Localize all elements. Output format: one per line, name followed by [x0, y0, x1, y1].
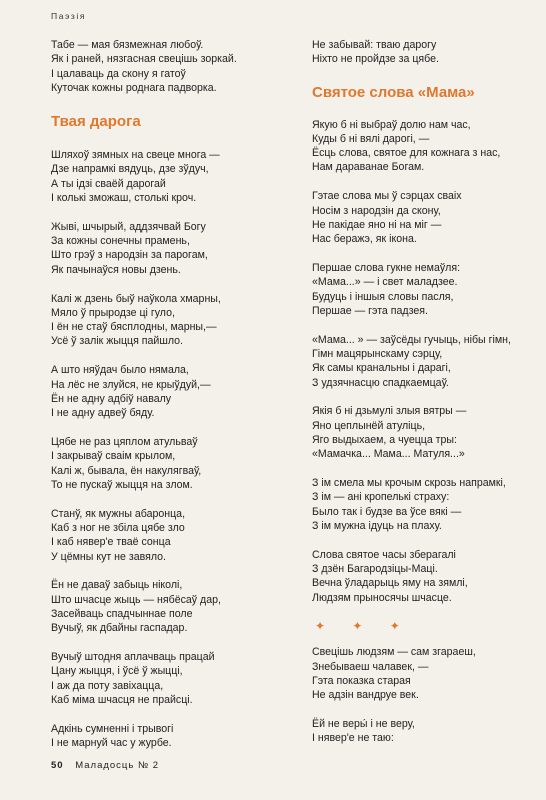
verse-line: І колькі зможаш, столькі кроч. — [51, 192, 197, 205]
stanza — [312, 548, 532, 605]
verse-line: З ім мужна ідуць на плаху. — [312, 519, 442, 532]
verse-line: За кожны сонечны прамень, — [51, 235, 190, 248]
verse-line: Каб міма шчасця не прайсці. — [51, 693, 193, 706]
verse-line: Не забывай: тваю дарогу — [312, 39, 437, 51]
verse-line: І аж да поту завіхацца, — [51, 679, 164, 692]
verse-line: Якую б ні выбраў долю нам час, — [312, 118, 471, 131]
verse-line: Шляхоў зямных на свеце многа — — [51, 149, 220, 162]
verse-line: «Мамачка... Мама... Матуля...» — [312, 448, 465, 461]
verse-line: Як пачынаўся новы дзень. — [51, 263, 181, 276]
verse-line: І каб нявер'е тваё сонца — [51, 536, 171, 549]
verse-line: Адкінь сумненні і трывогі — [51, 722, 174, 735]
verse-line: Было так і будзе ва ўсе вякі — — [312, 505, 462, 518]
stanza — [312, 118, 532, 175]
poem-title-tvaya-daroga: Твая дарога — [51, 113, 141, 131]
verse-line: Нас беражэ, як ікона. — [312, 233, 417, 246]
verse-line: Знебываеш чалавек, — — [312, 660, 429, 673]
verse-line: Ён не адну адбіў навалу — [51, 392, 172, 405]
verse-line: Гэтае слова мы ў сэрцах сваіх — [312, 190, 462, 203]
verse-line: Будуць і іншыя словы пасля, — [312, 290, 454, 303]
right-after-stars — [312, 645, 532, 745]
verse-line: Табе — мая бязмежная любоў. — [51, 39, 204, 51]
verse-line: Куды б ні вялі дарогі, — — [312, 132, 430, 145]
stanza — [312, 38, 532, 67]
verse-line: Свецішь людзям — сам згараеш, — [312, 646, 476, 659]
stars-divider-icon: ✦ ✦ ✦ — [315, 619, 412, 634]
stanza — [312, 333, 532, 390]
verse-line: І не адну адвеў бяду. — [51, 407, 155, 420]
stanza — [51, 650, 281, 707]
verse-line: Куточак кожны роднага падворка. — [51, 81, 217, 94]
verse-line: Не адзін вандруе век. — [312, 689, 419, 702]
verse-line: «Мама... » — заўсёды гучыць, нібы гімн, — [312, 333, 511, 346]
stanza — [51, 220, 281, 277]
verse-line: Людзям прыносячы шчасце. — [312, 591, 452, 604]
verse-line: Як самы кранальны і дарагі, — [312, 362, 451, 375]
verse-line: І цалаваць да скону я гатоў — [51, 67, 186, 80]
verse-line: Вучыў, як дбайны гаспадар. — [51, 622, 188, 635]
stanza — [51, 38, 281, 95]
verse-line: Якія б ні дзьмулі злыя вятры — — [312, 405, 467, 418]
verse-line: І нявер'е не таю: — [312, 732, 394, 745]
verse-line: На лёс не злуйся, не крыўдуй,— — [51, 378, 211, 391]
verse-line: І ён не стаў бясплодны, марны,— — [51, 321, 217, 334]
verse-line: Першае — гэта падзея. — [312, 304, 428, 317]
journal-name: Маладосць № 2 — [75, 760, 160, 771]
stanza — [51, 722, 281, 751]
verse-line: «Мама...» — і свет маладзее. — [312, 276, 458, 289]
verse-line: Што грэў з народзін за парогам, — [51, 249, 208, 262]
verse-line: Яно цеплынёй атуліць, — [312, 419, 426, 432]
left-stanzas — [51, 148, 281, 750]
verse-line: Мяло ў прыродзе ці гуло, — [51, 306, 175, 319]
verse-line: Гімн мацярынскаму сэрцу, — [312, 347, 443, 360]
verse-line: Засейваць спадчыннае поле — [51, 607, 193, 620]
left-column — [51, 38, 281, 765]
stanza — [51, 148, 281, 205]
verse-line: Яго выдыхаем, а чуецца тры: — [312, 433, 457, 446]
verse-line: Нам дараванае Богам. — [312, 161, 425, 174]
verse-line: Што шчасце жыць — нябёсаў дар, — [51, 593, 221, 606]
right-stanzas — [312, 118, 532, 605]
stanza — [51, 507, 281, 564]
verse-line: Як і раней, нязгасная свецішь зоркай. — [51, 53, 237, 66]
right-column — [312, 38, 532, 760]
stanza — [312, 645, 532, 702]
verse-line: А ты ідзі сваёй дарогай — [51, 177, 166, 190]
page-number: 50 — [51, 760, 64, 771]
stanza — [312, 404, 532, 461]
stanza — [51, 578, 281, 635]
stanza — [312, 717, 532, 746]
verse-line: З удзячнасцю спадкаемцаў. — [312, 376, 449, 389]
verse-line: І не марнуй час у журбе. — [51, 736, 172, 749]
verse-line: Вучыў штодня аплачваць працай — [51, 651, 215, 663]
verse-line: Не пакідае яно ні на міг — — [312, 218, 442, 231]
verse-line: З ім смела мы крочым скрозь напрамкі, — [312, 477, 506, 490]
verse-line: Ён не даваў забыць ніколі, — [51, 579, 183, 592]
right-lead — [312, 38, 532, 67]
verse-line: Калі ж дзень быў наўкола хмарны, — [51, 292, 221, 305]
verse-line: З дзён Багародзіцы-Маці. — [312, 563, 438, 576]
verse-line: Калі ж, бывала, ён накулягваў, — [51, 464, 202, 477]
verse-line: Ніхто не пройдзе за цябе. — [312, 53, 439, 66]
verse-line: Першае слова гукне немаўля: — [312, 261, 461, 274]
verse-line: А што няўдач было нямала, — [51, 364, 189, 377]
stanza — [51, 435, 281, 492]
verse-line: Дзе напрамкі вядуць, дзе зўдуч, — [51, 163, 209, 176]
verse-line: І закрываў сваім крылом, — [51, 450, 176, 463]
poem-title-svyatoe-slova: Святое слова «Мама» — [312, 83, 475, 101]
verse-line: Ёй не веры́ і не веру, — [312, 718, 415, 731]
stanza — [51, 292, 281, 349]
verse-line: З ім — ані кропелькі страху: — [312, 491, 450, 504]
verse-line: Носім з народзін да скону, — [312, 204, 441, 217]
verse-line: Цябе не раз цяплом атульваў — [51, 435, 198, 448]
verse-line: Слова святое часы зберагалі — [312, 548, 456, 561]
stanza — [312, 261, 532, 318]
stanza — [312, 189, 532, 246]
stanza — [51, 363, 281, 420]
left-intro — [51, 38, 281, 95]
section-label: Паэзія — [51, 11, 87, 21]
stanza — [312, 476, 532, 533]
verse-line: Каб з ног не збіла цябе зло — [51, 521, 185, 534]
verse-line: Гэта показка старая — [312, 675, 411, 687]
verse-line: У цёмны кут не завяло. — [51, 550, 166, 563]
verse-line: Станў, як мужны абаронца, — [51, 507, 186, 520]
page-footer — [51, 760, 159, 771]
verse-line: То не пускаў жыцця на злом. — [51, 478, 193, 491]
verse-line: Жыві, шчырый, аддзячвай Богу — [51, 220, 206, 233]
verse-line: Ёсць слова, святое для кожнага з нас, — [312, 147, 501, 160]
verse-line: Вечна ўладарыць яму на зямлі, — [312, 577, 468, 590]
verse-line: Цану жыцця, і ўсё ў жыцці, — [51, 665, 183, 678]
verse-line: Усё ў залік жыцця пайшло. — [51, 335, 183, 348]
